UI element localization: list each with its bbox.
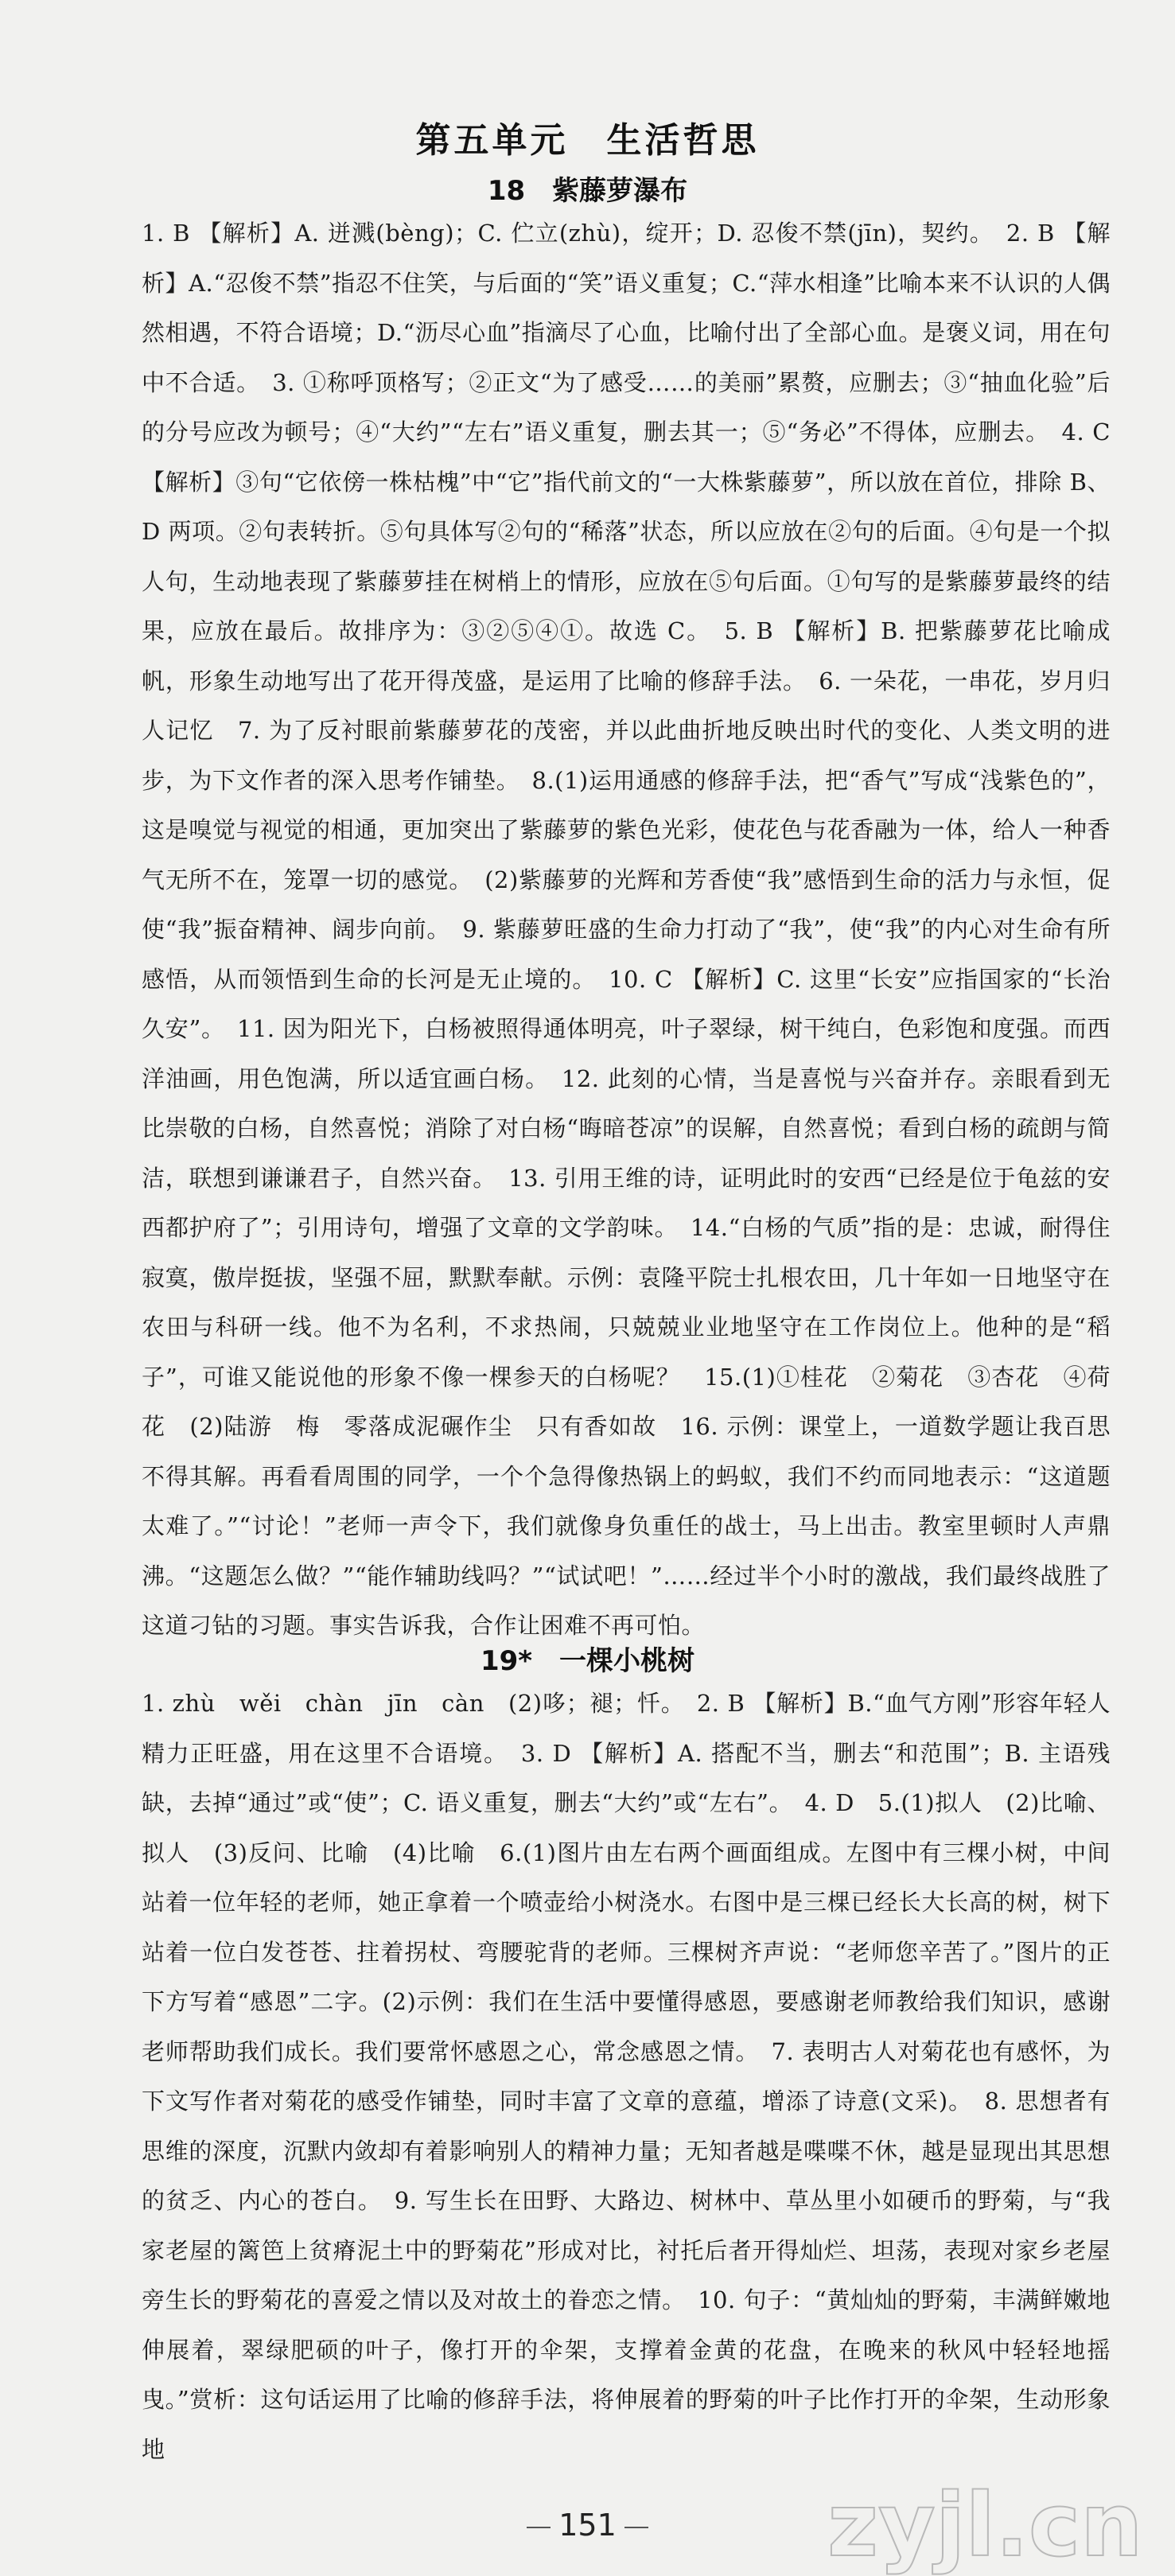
lesson-18-answers: 1. B 【解析】A. 迸溅(bèng)；C. 伫立(zhù)，绽开；D. 忍俊不禁(jīn)，契约。 2. B 【解析】A.“忍俊不禁”指忍不住笑，与后面的“笑”语义重复；C.“萍水相逢”比喻本来不认识的人偶然相遇，不符合语境；D.“沥尽心血”指滴尽了心血，比喻付出了全部心血。是褒义词，用在句中不合适。 3. ①称呼顶格写；②正文“为了感受……的美丽”累赘，应删去；③“抽血化验”后的分号应改为顿号；④“大约”“左右”语义重复，删去其一；⑤“务必”不得体，应删去。 4. C 【解析】③句“它依傍一株枯槐”中“它”指代前文的“一大株紫藤萝”，所以放在首位，排除 B、D 两项。②句表转折。⑤句具体写②句的“稀落”状态，所以应放在②句的后面。④句是一个拟人句，生动地表现了紫藤萝挂在树梢上的情形，应放在⑤句后面。①句写的是紫藤萝最终的结果，应放在最后。故排序为：③②⑤④①。故选 C。 5. B 【解析】B. 把紫藤萝花比喻成帆，形象生动地写出了花开得茂盛，是运用了比喻的修辞手法。 6. 一朵花，一串花，岁月归人记忆 7. 为了反衬眼前紫藤萝花的茂密，并以此曲折地反映出时代的变化、人类文明的进步，为下文作者的深入思考作铺垫。 8.(1)运用通感的修辞手法，把“香气”写成“浅紫色的”，这是嗅觉与视觉的相通，更加突出了紫藤萝的紫色光彩，使花色与花香融为一体，给人一种香气无所不在，笼罩一切的感觉。 (2)紫藤萝的光辉和芳香使“我”感悟到生命的活力与永恒，促使“我”振奋精神、阔步向前。 9. 紫藤萝旺盛的生命力打动了“我”，使“我”的内心对生命有所感悟，从而领悟到生命的长河是无止境的。 10. C 【解析】C. 这里“长安”应指国家的“长治久安”。 11. 因为阳光下，白杨被照得通体明亮，叶子翠绿，树干纯白，色彩饱和度强。而西洋油画，用色饱满，所以适宜画白杨。 12. 此刻的心情，当是喜悦与兴奋并存。亲眼看到无比崇敬的白杨，自然喜悦；消除了对白杨“晦暗苍凉”的误解，自然喜悦；看到白杨的疏朗与简洁，联想到谦谦君子，自然兴奋。 13. 引用王维的诗，证明此时的安西“已经是位于龟兹的安西都护府了”；引用诗句，增强了文章的文学韵味。 14.“白杨的气质”指的是：忠诚，耐得住寂寞，傲岸挺拔，坚强不屈，默默奉献。示例：袁隆平院士扎根农田，几十年如一日地坚守在农田与科研一线。他不为名利，不求热闹，只兢兢业业地坚守在工作岗位上。他种的是“稻子”，可谁又能说他的形象不像一棵参天的白杨呢？ 15.(1)①桂花 ②菊花 ③杏花 ④荷花 (2)陆游 梅 零落成泥碾作尘 只有香如故 16. 示例：课堂上，一道数学题让我百思不得其解。再看看周围的同学，一个个急得像热锅上的蚂蚁，我们不约而同地表示：“这道题太难了。”“讨论！”老师一声令下，我们就像身负重任的战士，马上出击。教室里顿时人声鼎沸。“这题怎么做？”“能作辅助线吗？”“试试吧！”……经过半个小时的激战，我们最终战胜了这道刁钻的习题。事实告诉我，合作让困难不再可怕。 — [142, 220, 1111, 1639]
lesson-18-title: 18 紫藤萝瀑布 — [487, 175, 688, 207]
unit-title: 第五单元 生活哲思 — [415, 120, 760, 161]
page-number: 151 — [0, 2508, 1175, 2543]
lesson-19-answers: 1. zhù wěi chàn jīn càn (2)哆；褪；忏。 2. B 【解析】B.“血气方刚”形容年轻人精力正旺盛，用在这里不合语境。 3. D 【解析】A. 搭配不当，删去“和范围”；B. 主语残缺，去掉“通过”或“使”；C. 语义重复，删去“大约”或“左右”。 4. D 5.(1)拟人 (2)比喻、拟人 (3)反问、比喻 (4)比喻 6.(1)图片由左右两个画面组成。左图中有三棵小树，中间站着一位年轻的老师，她正拿着一个喷壶给小树浇水。右图中是三棵已经长大长高的树，树下站着一位白发苍苍、拄着拐杖、弯腰驼背的老师。三棵树齐声说：“老师您辛苦了。”图片的正下方写着“感恩”二字。(2)示例：我们在生活中要懂得感恩，要感谢老师教给我们知识，感谢老师帮助我们成长。我们要常怀感恩之心，常念感恩之情。 7. 表明古人对菊花也有感怀，为下文写作者对菊花的感受作铺垫，同时丰富了文章的意蕴，增添了诗意(文采)。 8. 思想者有思维的深度，沉默内敛却有着影响别人的精神力量；无知者越是喋喋不休，越是显现出其思想的贫乏、内心的苍白。 9. 写生长在田野、大路边、树林中、草丛里小如硬币的野菊，与“我家老屋的篱笆上贫瘠泥土中的野菊花”形成对比，衬托后者开得灿烂、坦荡，表现对家乡老屋旁生长的野菊花的喜爱之情以及对故土的眷恋之情。 10. 句子：“黄灿灿的野菊，丰满鲜嫩地伸展着，翠绿肥硕的叶子，像打开的伞架，支撑着金黄的花盘，在晚来的秋风中轻轻地摇曳。”赏析：这句话运用了比喻的修辞手法，将伸展着的野菊的叶子比作打开的伞架，生动形象地 — [142, 1690, 1111, 2463]
watermark: zyjl.cn — [827, 2474, 1143, 2576]
lesson-19-title: 19* 一棵小桃树 — [480, 1645, 695, 1677]
